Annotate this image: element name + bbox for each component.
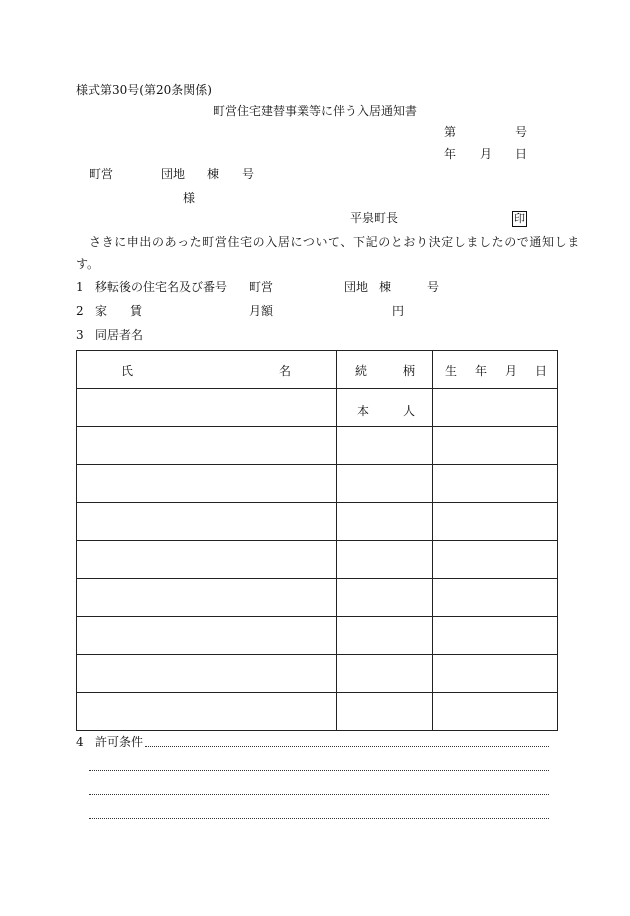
dob-cell[interactable]	[433, 617, 558, 655]
document-number-label: 第	[444, 125, 457, 139]
item-4-label: 許可条件	[95, 735, 144, 749]
dob-cell[interactable]	[433, 579, 558, 617]
item-1-number: 1	[76, 280, 84, 294]
name-cell[interactable]	[77, 617, 337, 655]
notice-body-line-2: す。	[76, 257, 100, 271]
conditions-line-3[interactable]	[89, 794, 549, 795]
header-relationship-char-1: 続	[355, 364, 368, 378]
table-row	[77, 427, 558, 465]
relationship-cell[interactable]	[337, 579, 433, 617]
document-number-suffix: 号	[515, 125, 528, 139]
relationship-cell[interactable]	[337, 503, 433, 541]
item-2-label-part-1: 家	[95, 304, 108, 318]
header-name-char-2: 名	[279, 364, 292, 378]
item-4-number: 4	[76, 735, 84, 749]
item-2-yen-label: 円	[392, 304, 405, 318]
table-row	[77, 655, 558, 693]
addressee-building-label: 棟	[207, 167, 220, 181]
header-dob-char-1: 生	[445, 364, 458, 378]
name-cell[interactable]	[77, 465, 337, 503]
self-char-1: 本	[357, 404, 370, 418]
header-dob-char-4: 日	[535, 364, 548, 378]
table-row	[77, 579, 558, 617]
name-cell[interactable]	[77, 389, 337, 427]
name-cell[interactable]	[77, 655, 337, 693]
header-dob-char-2: 年	[475, 364, 488, 378]
header-name-char-1: 氏	[121, 364, 134, 378]
relationship-cell[interactable]	[337, 655, 433, 693]
item-1-label: 移転後の住宅名及び番号	[95, 280, 228, 294]
table-row	[77, 503, 558, 541]
name-cell[interactable]	[77, 579, 337, 617]
date-day-label: 日	[515, 147, 528, 161]
item-3-label: 同居者名	[95, 328, 144, 342]
dob-cell[interactable]	[433, 389, 558, 427]
header-relationship-char-2: 柄	[403, 364, 416, 378]
header-relationship	[337, 351, 433, 389]
item-1-building-label: 棟	[379, 280, 392, 294]
dob-cell[interactable]	[433, 693, 558, 731]
date-year-label: 年	[444, 147, 457, 161]
table-row	[77, 617, 558, 655]
conditions-line-4[interactable]	[89, 818, 549, 819]
addressee-room-label: 号	[242, 167, 255, 181]
name-cell[interactable]	[77, 693, 337, 731]
relationship-cell[interactable]	[337, 693, 433, 731]
addressee-honorific: 様	[183, 191, 196, 205]
addressee-town-label: 町営	[89, 167, 114, 181]
table-row	[77, 465, 558, 503]
form-number: 様式第30号(第20条関係)	[76, 83, 212, 97]
item-1-danchi-label: 団地	[344, 280, 369, 294]
name-cell[interactable]	[77, 503, 337, 541]
notice-body-line-1: さきに申出のあった町営住宅の入居について、下記のとおり決定しましたので通知しま	[89, 235, 580, 249]
item-2-monthly-label: 月額	[249, 304, 274, 318]
dob-cell[interactable]	[433, 503, 558, 541]
relationship-cell[interactable]	[337, 465, 433, 503]
relationship-cell[interactable]	[337, 389, 433, 427]
seal-mark: 印	[514, 212, 525, 225]
name-cell[interactable]	[77, 541, 337, 579]
dob-cell[interactable]	[433, 655, 558, 693]
header-name	[77, 351, 337, 389]
item-1-town-label: 町営	[249, 280, 274, 294]
relationship-cell[interactable]	[337, 427, 433, 465]
item-3-number: 3	[76, 328, 84, 342]
item-1-room-label: 号	[427, 280, 440, 294]
dob-cell[interactable]	[433, 541, 558, 579]
table-row	[77, 693, 558, 731]
conditions-line-2[interactable]	[89, 770, 549, 771]
dob-cell[interactable]	[433, 465, 558, 503]
date-month-label: 月	[480, 147, 493, 161]
name-cell[interactable]	[77, 427, 337, 465]
header-date-of-birth	[433, 351, 558, 389]
item-2-label-part-2: 賃	[130, 304, 143, 318]
addressee-danchi-label: 団地	[161, 167, 186, 181]
item-2-number: 2	[76, 304, 84, 318]
relationship-cell[interactable]	[337, 541, 433, 579]
dob-cell[interactable]	[433, 427, 558, 465]
conditions-line-1[interactable]	[145, 746, 549, 747]
table-row	[77, 541, 558, 579]
issuer-mayor: 平泉町長	[350, 211, 399, 225]
document-title: 町営住宅建替事業等に伴う入居通知書	[213, 104, 418, 118]
relationship-cell[interactable]	[337, 617, 433, 655]
table-row	[77, 389, 558, 427]
table-header-row	[77, 351, 558, 389]
header-dob-char-3: 月	[505, 364, 518, 378]
cohabitants-table	[76, 350, 558, 731]
self-char-2: 人	[403, 404, 416, 418]
